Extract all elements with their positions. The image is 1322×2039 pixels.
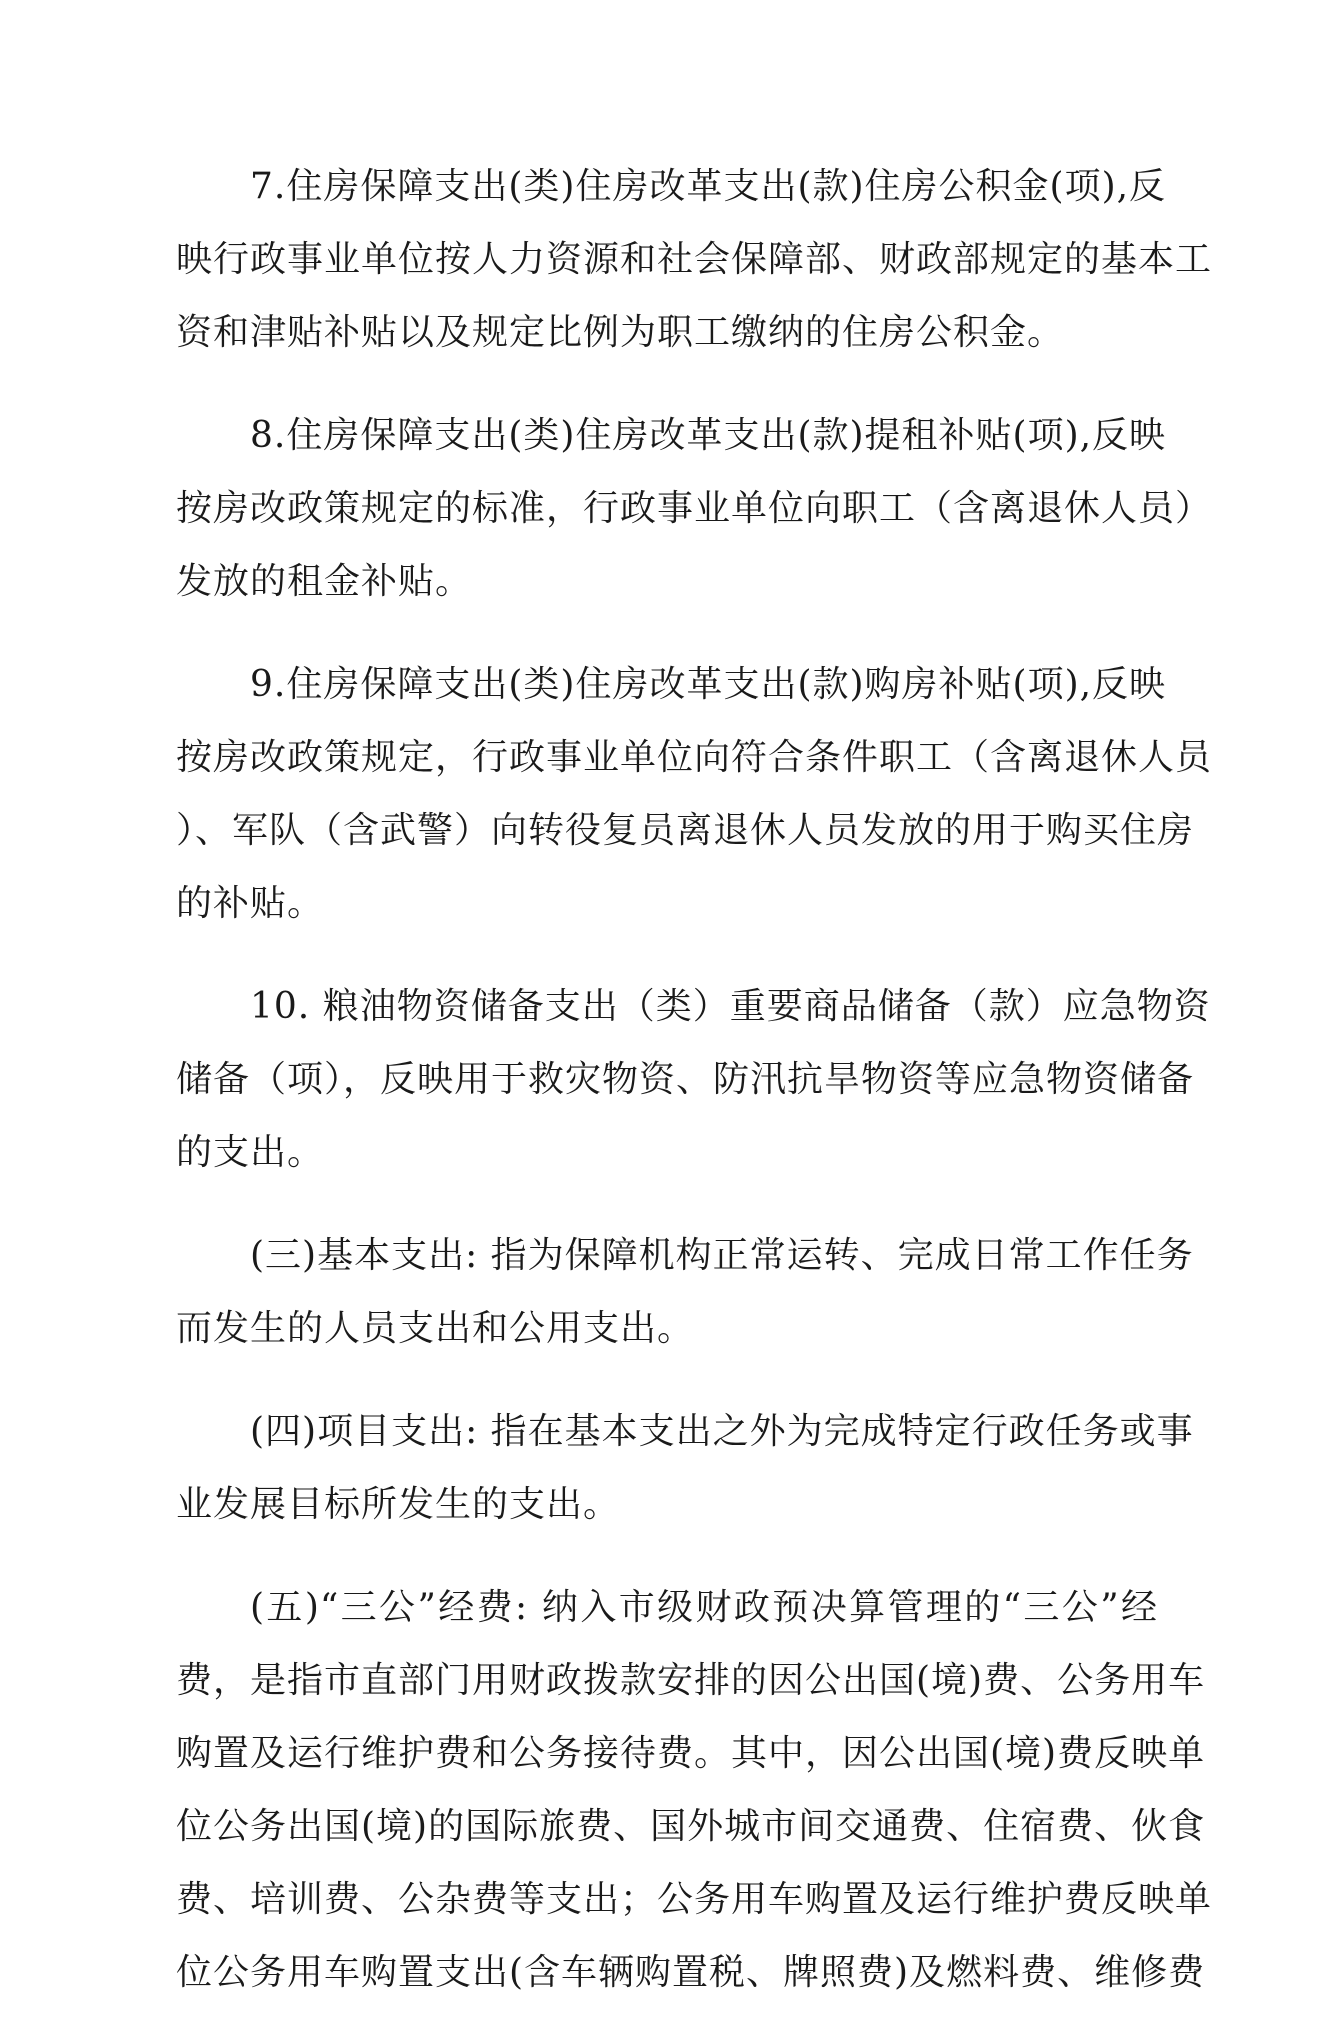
paragraph-line: 8.住房保障支出(类)住房改革支出(款)提租补贴(项),反映 (250, 415, 1167, 456)
document-body (176, 150, 1213, 2039)
paragraph-line: 而发生的人员支出和公用支出。 (176, 1308, 695, 1349)
paragraph-line: 储备（项），反映用于救灾物资、防汛抗旱物资等应急物资储备 (176, 1059, 1195, 1100)
paragraph-9-housing-purchase-subsidy (176, 648, 1213, 940)
paragraph-line: 费，是指市直部门用财政拨款安排的因公出国(境)费、公务用车 (176, 1660, 1206, 1701)
paragraph-line: (四)项目支出: 指在基本支出之外为完成特定行政任务或事 (250, 1411, 1194, 1452)
paragraph-line: 位公务出国(境)的国际旅费、国外城市间交通费、住宿费、伙食 (176, 1806, 1206, 1847)
paragraph-project-expenditure (176, 1395, 1194, 1541)
paragraph-10-emergency-reserves (176, 970, 1211, 1189)
paragraph-line: 10. 粮油物资储备支出（类）重要商品储备（款）应急物资 (250, 986, 1211, 1027)
paragraph-three-public-expenses (176, 1571, 1213, 2009)
paragraph-line: 9.住房保障支出(类)住房改革支出(款)购房补贴(项),反映 (250, 664, 1167, 705)
paragraph-line: (五)“三公”经费: 纳入市级财政预决算管理的“三公”经 (250, 1587, 1158, 1628)
paragraph-line: 费、培训费、公杂费等支出；公务用车购置及运行维护费反映单 (176, 1879, 1213, 1920)
paragraph-line: 按房改政策规定，行政事业单位向符合条件职工（含离退休人员 (176, 737, 1213, 778)
paragraph-line: 位公务用车购置支出(含车辆购置税、牌照费)及燃料费、维修费 (176, 1952, 1206, 1993)
paragraph-line: 资和津贴补贴以及规定比例为职工缴纳的住房公积金。 (176, 312, 1065, 353)
paragraph-line: 购置及运行维护费和公务接待费。其中，因公出国(境)费反映单 (176, 1733, 1206, 1774)
paragraph-basic-expenditure (176, 1219, 1194, 1365)
paragraph-line: 业发展目标所发生的支出。 (176, 1484, 621, 1525)
paragraph-line: 的支出。 (176, 1132, 325, 1173)
paragraph-line: 映行政事业单位按人力资源和社会保障部、财政部规定的基本工 (176, 239, 1213, 280)
paragraph-line: 按房改政策规定的标准，行政事业单位向职工（含离退休人员） (176, 488, 1213, 529)
paragraph-line: 7.住房保障支出(类)住房改革支出(款)住房公积金(项),反 (250, 166, 1167, 207)
paragraph-8-rent-subsidy (176, 399, 1213, 618)
paragraph-line: ）、军队（含武警）向转役复员离退休人员发放的用于购买住房 (176, 810, 1195, 851)
paragraph-line: 的补贴。 (176, 883, 325, 924)
paragraph-line: 发放的租金补贴。 (176, 561, 473, 602)
paragraph-7-housing-provident-fund (176, 150, 1213, 369)
paragraph-line: (三)基本支出: 指为保障机构正常运转、完成日常工作任务 (250, 1235, 1194, 1276)
